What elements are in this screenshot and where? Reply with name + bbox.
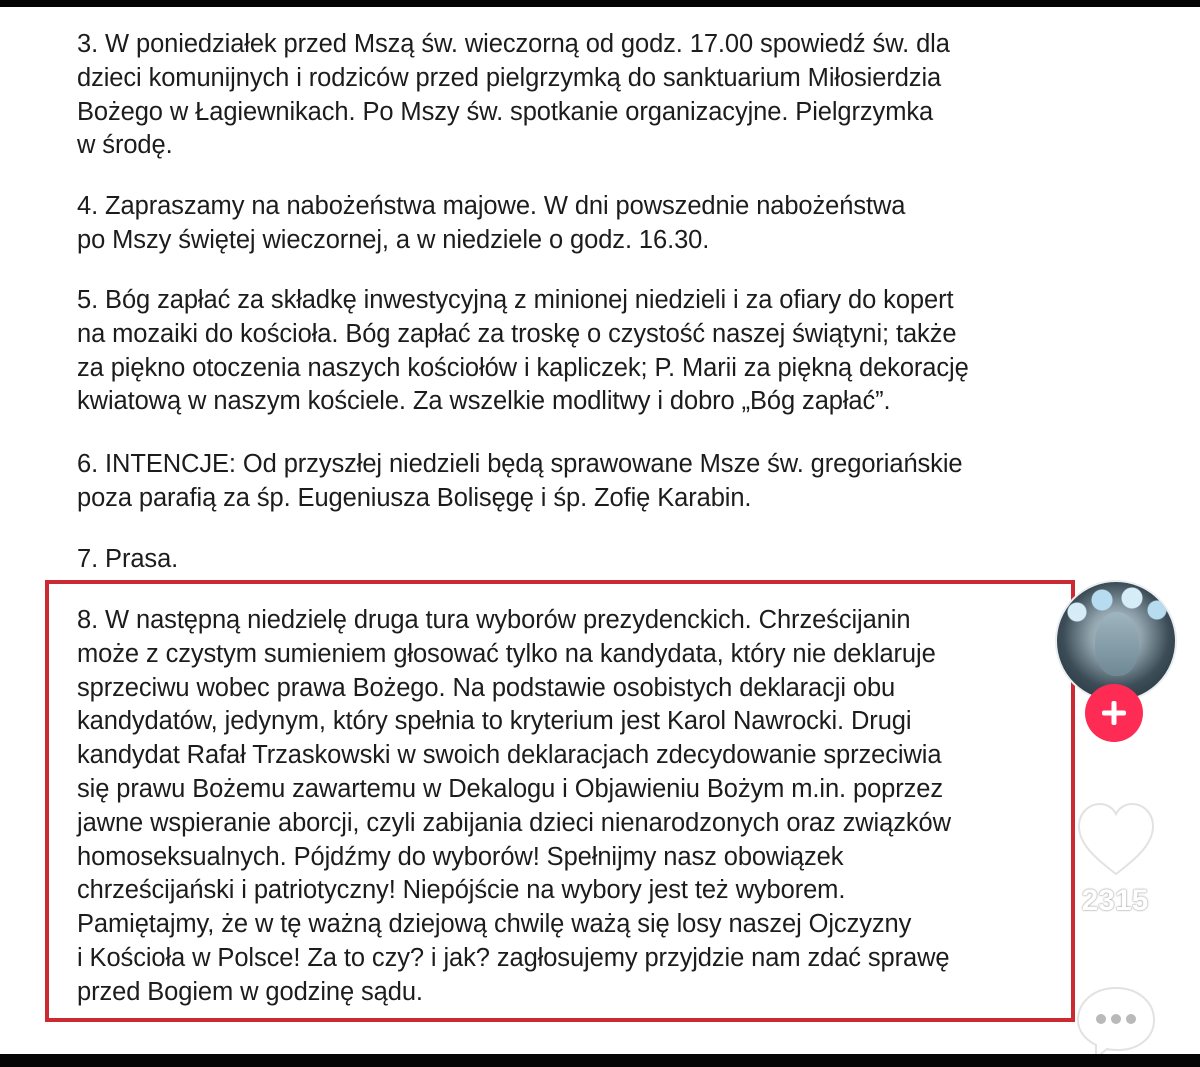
bottom-edge-bar (0, 1054, 1200, 1067)
avatar-face (1095, 612, 1139, 676)
text-line: Pamiętajmy, że w tę ważną dziejową chwilę ważą się losy naszej Ojczyzny (77, 910, 912, 939)
text-line: kandydat Rafał Trzaskowski w swoich deklaracjach zdecydowanie sprzeciwia (77, 741, 942, 770)
follow-button[interactable] (1085, 684, 1143, 742)
text-line: na mozaiki do kościoła. Bóg zapłać za troskę o czystość naszej świątyni; także (77, 319, 957, 348)
text-line: 3. W poniedziałek przed Mszą św. wieczorną od godz. 17.00 spowiedź św. dla (77, 30, 950, 58)
text-line: 4. Zapraszamy na nabożeństwa majowe. W dni powszednie nabożeństwa (77, 192, 906, 220)
announcement-item-7 (77, 543, 178, 577)
text-line: 8. W następną niedzielę druga tura wyborów prezydenckich. Chrześcijanin (77, 606, 911, 634)
announcement-item-8 (77, 604, 951, 1010)
text-line: może z czystym sumieniem głosować tylko na kandydata, który nie deklaruje (77, 639, 936, 668)
announcement-item-5 (77, 284, 969, 419)
like-count: 2315 (1081, 884, 1149, 917)
announcement-item-4 (77, 190, 905, 258)
text-line: i Kościoła w Polsce! Za to czy? i jak? zagłosujemy przyjdzie nam zdać sprawę (77, 943, 950, 972)
text-line: 7. Prasa. (77, 545, 179, 573)
heart-icon[interactable] (1075, 800, 1157, 880)
text-line: Bożego w Łagiewnikach. Po Mszy św. spotkanie organizacyjne. Pielgrzymka (77, 97, 934, 126)
text-line: sprzeciwu wobec prawa Bożego. Na podstawie osobistych deklaracji obu (77, 673, 896, 702)
text-line: 5. Bóg zapłać za składkę inwestycyjną z minionej niedzieli i za ofiary do kopert (77, 286, 954, 314)
text-line: jawne wspieranie aborcji, czyli zabijania dzieci nienarodzonych oraz związków (77, 808, 951, 837)
text-line: chrześcijański i patriotyczny! Niepójście na wybory jest też wyborem. (77, 876, 846, 905)
text-line: po Mszy świętej wieczornej, a w niedziele o godz. 16.30. (77, 225, 710, 254)
text-line: kwiatową w naszym kościele. Za wszelkie modlitwy i dobro „Bóg zapłać”. (77, 387, 891, 416)
text-line: kandydatów, jedynym, który spełnia to kryterium jest Karol Nawrocki. Drugi (77, 707, 912, 736)
text-line: 6. INTENCJE: Od przyszłej niedzieli będą sprawowane Msze św. gregoriańskie (77, 450, 963, 478)
text-line: homoseksualnych. Pójdźmy do wyborów! Spełnijmy nasz obowiązek (77, 842, 844, 871)
comment-bubble-icon[interactable] (1074, 982, 1158, 1062)
text-line: w środę. (77, 131, 173, 160)
plus-icon (1099, 698, 1129, 728)
text-line: dzieci komunijnych i rodziców przed pielgrzymką do sanktuarium Miłosierdzia (77, 63, 942, 92)
announcement-item-6 (77, 448, 962, 516)
text-line: przed Bogiem w godzinę sądu. (77, 977, 423, 1006)
text-line: się prawu Bożemu zawartemu w Dekalogu i Objawieniu Bożym m.in. poprzez (77, 774, 944, 803)
announcement-item-3 (77, 28, 950, 163)
text-line: za piękno otoczenia naszych kościołów i kapliczek; P. Marii za piękną dekorację (77, 353, 969, 382)
text-line: poza parafią za śp. Eugeniusza Bolisęgę i śp. Zofię Karabin. (77, 483, 752, 512)
